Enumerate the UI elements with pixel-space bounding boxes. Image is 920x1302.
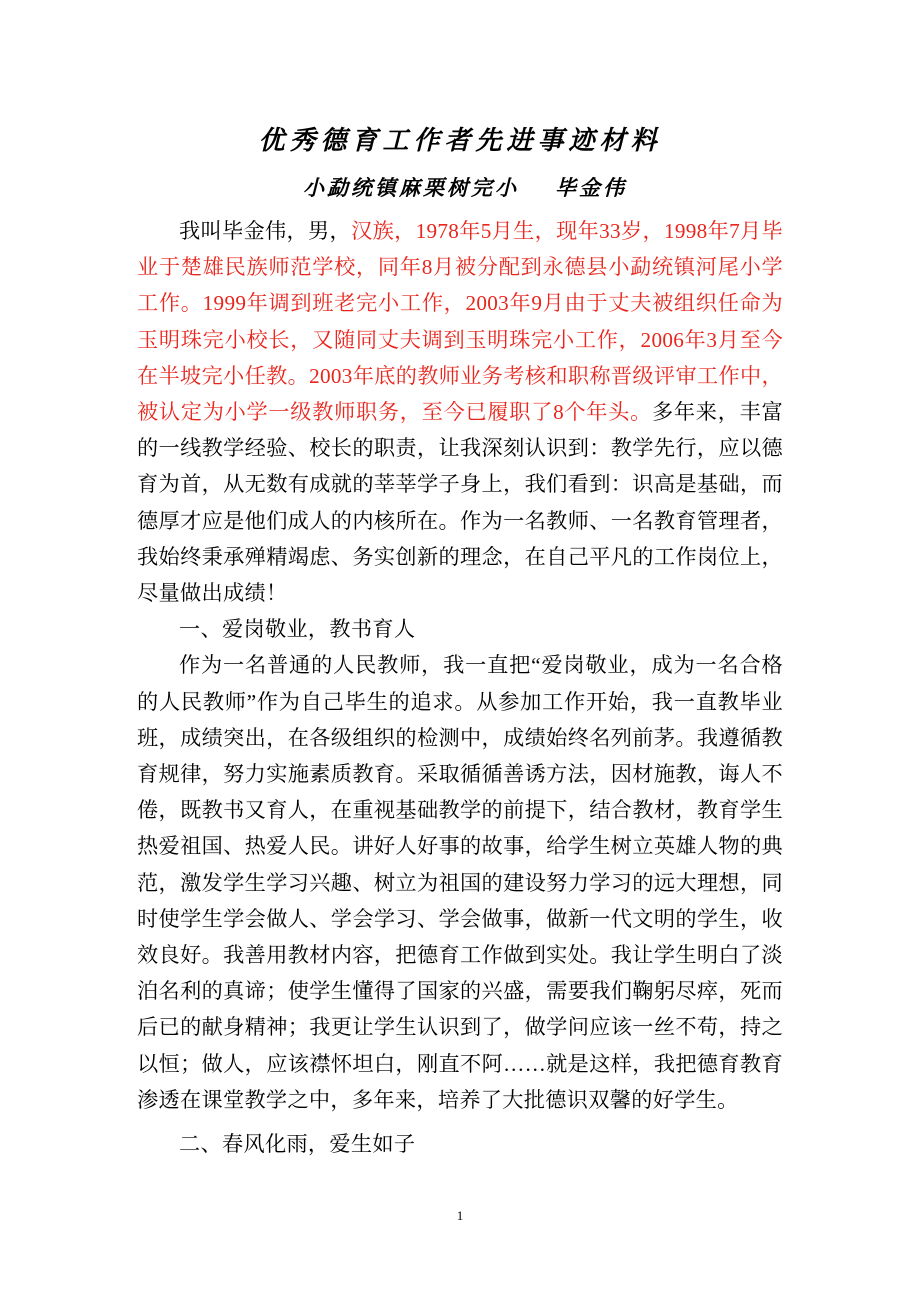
intro-highlight: 汉族，1978年5月生，现年33岁，1998年7月毕业于楚雄民族师范学校，同年8月被分配到永德县小勐统镇河尾小学工作。1999年调到班老完小工作，2003年9月由于丈夫被组织任命为玉明珠完小校长，又随同丈夫调到玉明珠完小工作，2006年3月至今在半坡完小任教。2003年底的教师业务考核和职称晋级评审工作中，被认定为小学一级教师职务，至今已履职了8个年头。 [137,219,783,425]
intro-paragraph [137,213,783,611]
school-name: 小勐统镇麻栗树完小 [303,175,519,200]
section2-heading: 二、春风化雨，爱生如子 [179,1132,416,1157]
author-name: 毕金伟 [555,175,627,200]
document-body [137,213,783,1162]
document-title: 优秀德育工作者先进事迹材料 [258,126,662,156]
page-number: 1 [456,1208,464,1223]
document-subtitle [0,172,920,202]
section1-paragraph: 作为一名普通的人民教师，我一直把“爱岗敬业，成为一名合格的人民教师”作为自己毕生的追求。从参加工作开始，我一直教毕业班，成绩突出，在各级组织的检测中，成绩始终名列前茅。我遵循教育规律，努力实施素质教育。采取循循善诱方法，因材施教，诲人不倦，既教书又育人，在重视基础教学的前提下，结合教材，教育学生热爱祖国、热爱人民。讲好人好事的故事，给学生树立英雄人物的典范，激发学生学习兴趣、树立为祖国的建设努力学习的远大理想，同时使学生学会做人、学会学习、学会做事，做新一代文明的学生，收效良好。我善用教材内容，把德育工作做到实处。我让学生明白了淡泊名利的真谛；使学生懂得了国家的兴盛，需要我们鞠躬尽瘁，死而后已的献身精神；我更让学生认识到了，做学问应该一丝不苟，持之以恒；做人，应该襟怀坦白，刚直不阿……就是这样，我把德育教育渗透在课堂教学之中，多年来，培养了大批德识双馨的好学生。 [137,653,783,1112]
intro-rest: 多年来，丰富的一线教学经验、校长的职责，让我深刻认识到：教学先行，应以德育为首，从无数有成就的莘莘学子身上，我们看到：识高是基础，而德厚才应是他们成人的内核所在。作为一名教师、一名教育管理者，我始终秉承殚精竭虑、务实创新的理念，在自己平凡的工作岗位上，尽量做出成绩！ [137,400,783,606]
section1-heading: 一、爱岗敬业，教书育人 [179,617,416,642]
intro-lead: 我叫毕金伟，男， [179,219,352,243]
